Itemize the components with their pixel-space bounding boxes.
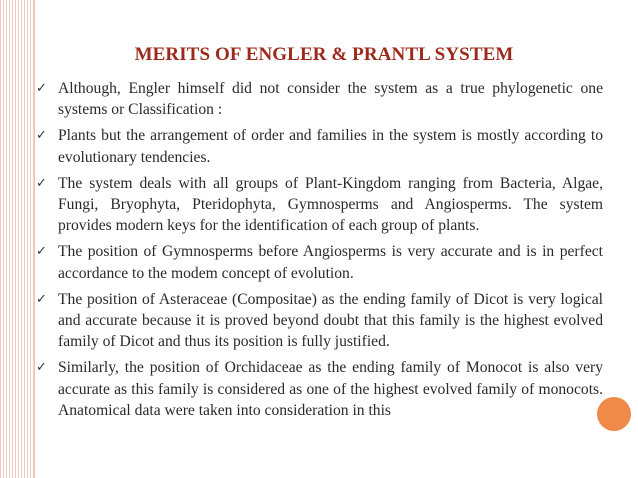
check-mark-icon: ✓ xyxy=(36,360,47,376)
bullet-text: The system deals with all groups of Plant-Kingdom ranging from Bacteria, Algae, Fungi, Bryophyta, Pteridophyta, Gymnosperms and Angiosperms. The system provides modern keys for the identification of each group of plants. xyxy=(58,174,603,235)
check-mark-icon: ✓ xyxy=(36,128,47,144)
bullet-item xyxy=(36,173,603,237)
decorative-edge-line xyxy=(34,0,35,478)
check-mark-icon: ✓ xyxy=(36,81,47,96)
bullet-text: Although, Engler himself did not consider the system as a true phylogenetic one systems or Classification : xyxy=(58,80,603,119)
check-mark-icon: ✓ xyxy=(36,244,47,260)
bullet-list xyxy=(36,78,603,426)
decorative-stripes xyxy=(0,0,34,478)
slide-title: MERITS OF ENGLER & PRANTL SYSTEM xyxy=(134,44,514,65)
bullet-text: Similarly, the position of Orchidaceae as the ending family of Monocot is also very accurate as this family is considered as one of the highest evolved family of monocots. Anatomical data were taken into consideration in this xyxy=(58,359,603,419)
bullet-item xyxy=(36,78,603,120)
bullet-text: The position of Gymnosperms before Angiosperms is very accurate and is in perfect accordance to the modem concept of evolution. xyxy=(58,243,603,282)
bullet-text: Plants but the arrangement of order and families in the system is mostly according to evolutionary tendencies. xyxy=(58,127,603,166)
bullet-text: The position of Asteraceae (Compositae) as the ending family of Dicot is very logical and accurate because it is proved beyond doubt that this family is the highest evolved family of Dicot and thus its position is fully justified. xyxy=(58,290,603,351)
bullet-item xyxy=(36,125,603,167)
accent-circle xyxy=(597,397,631,431)
check-mark-icon: ✓ xyxy=(36,291,47,307)
bullet-item xyxy=(36,289,603,353)
bullet-item xyxy=(36,357,603,421)
check-mark-icon: ✓ xyxy=(36,175,47,191)
bullet-item xyxy=(36,241,603,283)
